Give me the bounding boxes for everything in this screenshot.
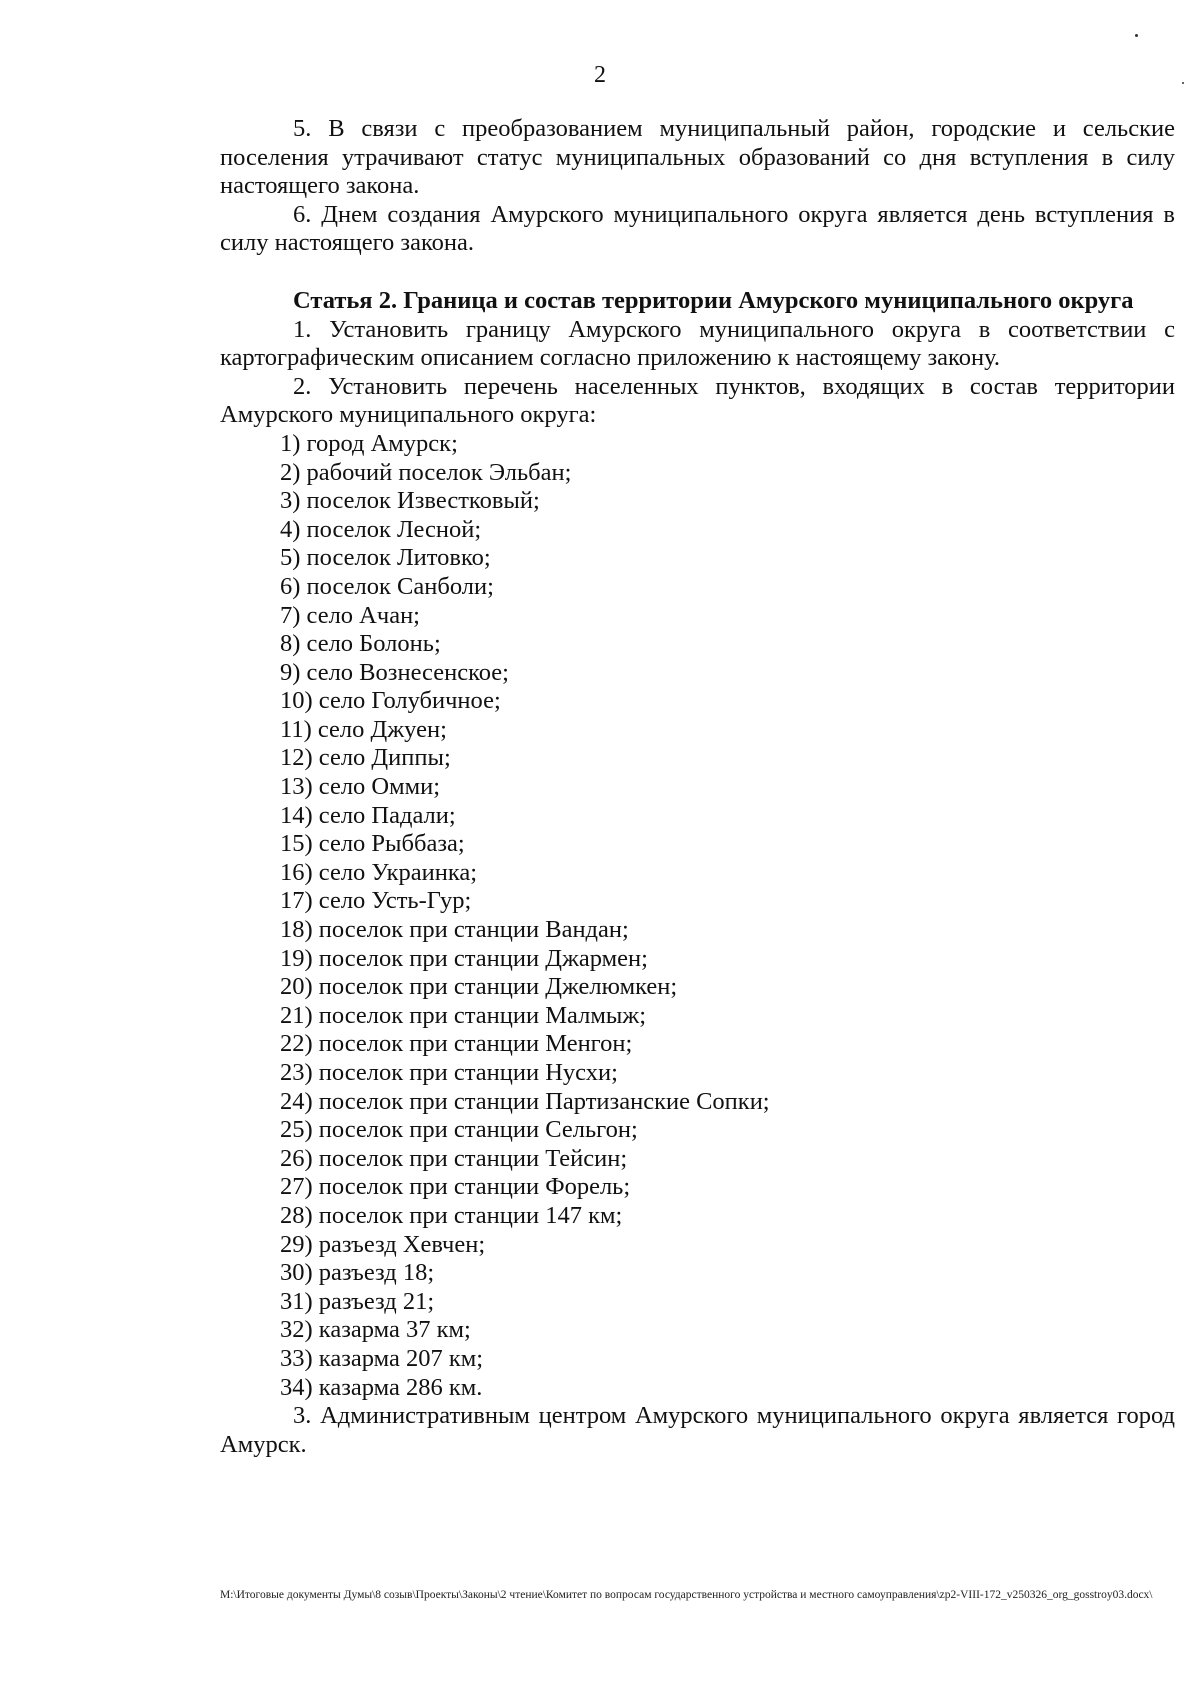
article-clause-3: 3. Административным центром Амурского муниципального округа является город Амурск. [220, 1402, 1175, 1458]
paragraph-6: 6. Днем создания Амурского муниципального округа является день вступления в силу настоящего закона. [220, 200, 1175, 257]
page-number: 2 [594, 62, 606, 88]
settlements-list [220, 430, 1175, 1402]
settlement-item: 29) разъезд Хевчен; [280, 1230, 486, 1258]
settlement-item: 23) поселок при станции Нусхи; [280, 1059, 618, 1086]
settlement-item: 11) село Джуен; [280, 715, 447, 743]
settlement-item: 28) поселок при станции 147 км; [280, 1201, 623, 1229]
settlement-item: 3) поселок Известковый; [280, 487, 540, 515]
settlement-item: 26) поселок при станции Тейсин; [280, 1144, 628, 1172]
file-path-footer: M:\Итоговые документы Думы\8 созыв\Проекты\Законы\2 чтение\Комитет по вопросам государственного устройства и местного самоуправления\zp2-VIII-172_v250326_org_gosstroy03.docx\ [220, 1589, 1153, 1601]
settlement-item: 34) казарма 286 км. [280, 1373, 483, 1401]
settlement-item: 32) казарма 37 км; [280, 1316, 471, 1344]
paragraph-5: 5. В связи с преобразованием муниципальный район, городские и сельские поселения утрачивают статус муниципальных образований со дня вступления в силу настоящего закона. [220, 115, 1175, 200]
settlement-item: 15) село Рыббаза; [280, 830, 465, 858]
settlement-item: 4) поселок Лесной; [280, 515, 482, 543]
settlement-item: 27) поселок при станции Форель; [280, 1173, 631, 1201]
scan-speck [1182, 82, 1184, 84]
settlement-item: 19) поселок при станции Джармен; [280, 944, 648, 972]
settlement-item: 12) село Диппы; [280, 744, 451, 772]
settlement-item: 17) село Усть-Гур; [280, 887, 472, 915]
settlement-item: 8) село Болонь; [280, 630, 441, 658]
settlement-item: 14) село Падали; [280, 801, 456, 829]
article-heading: Статья 2. Граница и состав территории Амурского муниципального округа [293, 286, 1134, 314]
settlement-item: 25) поселок при станции Сельгон; [280, 1116, 638, 1144]
spacer [220, 258, 1175, 287]
settlement-item: 13) село Омми; [280, 773, 441, 801]
settlement-item: 18) поселок при станции Вандан; [280, 916, 629, 944]
article-clause-2: 2. Установить перечень населенных пунктов, входящих в состав территории Амурского муниципального округа: [220, 372, 1175, 429]
settlement-item: 33) казарма 207 км; [280, 1344, 484, 1372]
settlement-item: 21) поселок при станции Малмыж; [280, 1001, 647, 1029]
settlement-item: 2) рабочий поселок Эльбан; [280, 458, 572, 486]
settlement-item: 30) разъезд 18; [280, 1259, 435, 1287]
settlement-item: 20) поселок при станции Джелюмкен; [280, 973, 678, 1001]
settlement-item: 16) село Украинка; [280, 858, 478, 886]
settlement-item: 24) поселок при станции Партизанские Сопки; [280, 1087, 770, 1115]
settlement-item: 5) поселок Литовко; [280, 544, 491, 572]
settlement-item: 1) город Амурск; [280, 429, 458, 457]
settlement-item: 6) поселок Санболи; [280, 572, 494, 600]
settlement-item: 9) село Вознесенское; [280, 658, 509, 686]
document-body [220, 115, 1175, 1459]
settlement-item: 31) разъезд 21; [280, 1287, 435, 1315]
scan-speck [1135, 34, 1138, 37]
settlement-item: 7) село Ачан; [280, 601, 420, 629]
settlement-item: 10) село Голубичное; [280, 687, 501, 715]
settlement-item: 22) поселок при станции Менгон; [280, 1030, 633, 1058]
article-clause-1: 1. Установить границу Амурского муниципального округа в соответствии с картографическим описанием согласно приложению к настоящему закону. [220, 315, 1175, 372]
